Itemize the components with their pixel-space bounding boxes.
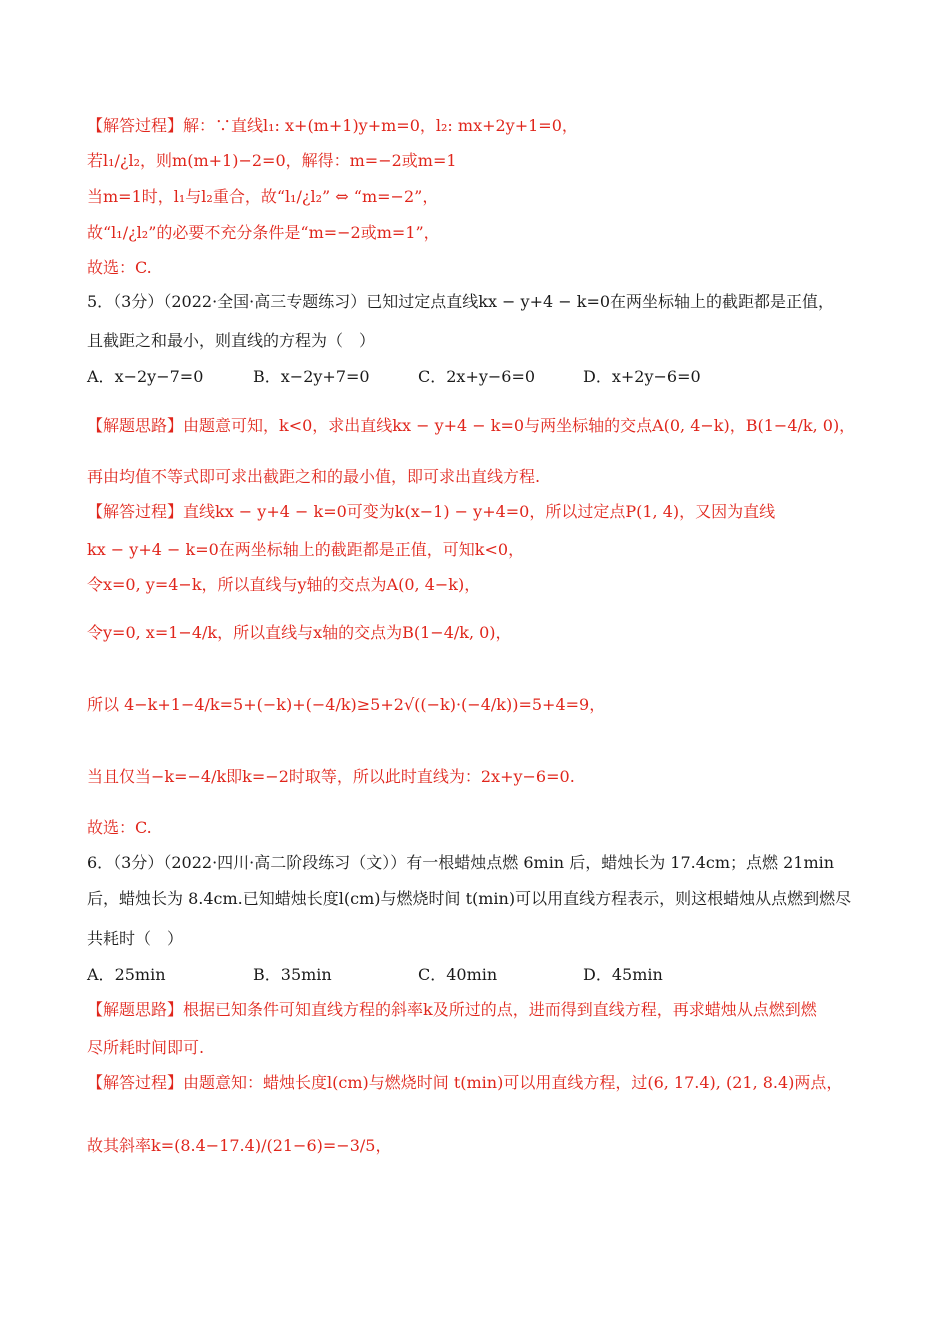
q5-solution-line-5: 所以 4−k+1−4/k=5+(−k)+(−4/k)≥5+2√((−k)·(−4/k))=5+4=9， [87,695,606,714]
q5-idea-line-1: 【解题思路】由题意可知，k<0，求出直线kx − y+4 − k=0与两坐标轴的交点A(0, 4−k)，B(1−4/k, 0)， [87,416,856,435]
q5-solution-line-3: 令x=0, y=4−k，所以直线与y轴的交点为A(0, 4−k)， [87,575,481,594]
q6-option-b: B．35min [253,965,332,984]
q5-option-d: D．x+2y−6=0 [583,367,701,386]
q4-solution-line-2: 若l₁/¿l₂，则m(m+1)−2=0，解得：m=−2或m=1 [87,151,457,170]
q4-solution-line-4: 故“l₁/¿l₂”的必要不充分条件是“m=−2或m=1”， [87,223,440,242]
q5-option-b: B．x−2y+7=0 [253,367,370,386]
q5-solution-line-2: kx − y+4 − k=0在两坐标轴上的截距都是正值，可知k<0， [87,540,525,559]
q5-solution-line-4: 令y=0, x=1−4/k，所以直线与x轴的交点为B(1−4/k, 0)， [87,623,512,642]
q5-stem-line-2: 且截距之和最小，则直线的方程为（ ） [87,331,376,350]
q5-solution-line-6: 当且仅当−k=−4/k即k=−2时取等，所以此时直线为：2x+y−6=0. [87,767,575,786]
q6-option-c: C．40min [418,965,498,984]
q5-idea-line-2: 再由均值不等式即可求出截距之和的最小值，即可求出直线方程. [87,467,541,486]
q6-stem-line-1: 6．（3分）（2022·四川·高二阶段练习（文））有一根蜡烛点燃 6min 后，蜡烛长为 17.4cm；点燃 21min [87,853,835,872]
q6-option-a: A．25min [87,965,166,984]
q5-solution-line-1: 【解答过程】直线kx − y+4 − k=0可变为k(x−1) − y+4=0，所以过定点P(1, 4)，又因为直线 [87,502,776,521]
q5-stem-line-1: 5．（3分）（2022·全国·高三专题练习）已知过定点直线kx − y+4 − k=0在两坐标轴上的截距都是正值， [87,292,835,311]
q6-stem-line-3: 共耗时（ ） [87,929,184,948]
q4-solution-line-3: 当m=1时，l₁与l₂重合，故“l₁/¿l₂” ⇔ “m=−2”， [87,187,439,206]
q6-idea-line-1: 【解题思路】根据已知条件可知直线方程的斜率k及所过的点，进而得到直线方程，再求蜡烛从点燃到燃 [87,1000,817,1019]
q6-solution-line-2: 故其斜率k=(8.4−17.4)/(21−6)=−3/5， [87,1136,392,1155]
q4-answer: 故选：C. [87,258,152,277]
q4-solution-line-1: 【解答过程】解：∵直线l₁: x+(m+1)y+m=0，l₂: mx+2y+1=0， [87,116,578,135]
q6-stem-line-2: 后，蜡烛长为 8.4cm.已知蜡烛长度l(cm)与燃烧时间 t(min)可以用直线方程表示，则这根蜡烛从点燃到燃尽 [87,889,852,908]
q5-option-a: A．x−2y−7=0 [87,367,204,386]
q6-option-d: D．45min [583,965,663,984]
q5-option-c: C．2x+y−6=0 [418,367,536,386]
q5-answer: 故选：C. [87,818,152,837]
q6-idea-line-2: 尽所耗时间即可. [87,1038,205,1057]
q6-solution-line-1: 【解答过程】由题意知：蜡烛长度l(cm)与燃烧时间 t(min)可以用直线方程，过(6, 17.4), (21, 8.4)两点， [87,1073,843,1092]
